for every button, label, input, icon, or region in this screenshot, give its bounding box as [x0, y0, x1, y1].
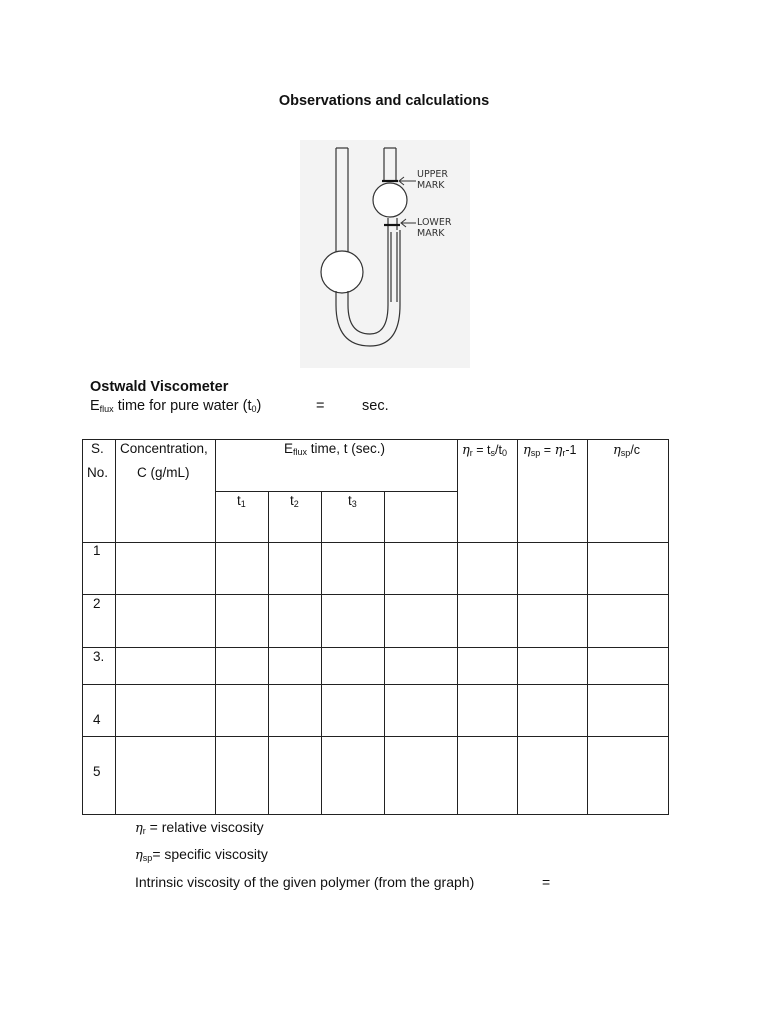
- eflux-equals: =: [316, 398, 325, 414]
- header-eta-sp-c: $\eta_{sp}/c$: [613, 443, 641, 458]
- row-number: 1: [93, 543, 101, 558]
- page-title: Observations and calculations: [278, 93, 490, 109]
- header-t3: $t_3$: [348, 493, 357, 509]
- eflux-water-label: $E_{flux}$ time for pure water $(t_0)$: [90, 398, 262, 414]
- intrinsic-viscosity-equals: =: [542, 874, 551, 890]
- intrinsic-viscosity-label: Intrinsic viscosity of the given polymer (from the graph): [135, 874, 475, 890]
- row-number: 4: [93, 712, 101, 727]
- viscometer-title: Ostwald Viscometer: [90, 379, 229, 395]
- legend-relative-viscosity: $\eta_r$ = relative viscosity: [135, 819, 264, 836]
- lower-mark-label-1: LOWER: [417, 217, 452, 228]
- header-sno-1: S.: [91, 441, 104, 456]
- header-eta-r: $\eta_r = t_s/t_0$: [462, 443, 507, 458]
- ostwald-viscometer-diagram: [300, 140, 470, 368]
- header-eflux-time: $E_{flux}$ time, t (sec.): [284, 441, 386, 457]
- row-number: 2: [93, 596, 101, 611]
- upper-mark-label-1: UPPER: [417, 169, 449, 180]
- eflux-unit: sec.: [362, 398, 389, 414]
- header-t1: $t_1$: [237, 493, 246, 509]
- legend-specific-viscosity: $\eta_{sp}=$ specific viscosity: [135, 846, 268, 863]
- row-number: 5: [93, 764, 101, 779]
- upper-mark-label-2: MARK: [417, 180, 445, 191]
- header-eta-sp: $\eta_{sp} = \eta_r-1$: [523, 443, 577, 458]
- header-t2: $t_2$: [290, 493, 299, 509]
- header-sno-2: No.: [87, 465, 109, 480]
- row-number: 3.: [93, 649, 105, 664]
- header-concentration-1: Concentration,: [120, 441, 208, 456]
- lower-mark-label-2: MARK: [417, 228, 445, 239]
- header-concentration-2: C (g/mL): [137, 465, 190, 480]
